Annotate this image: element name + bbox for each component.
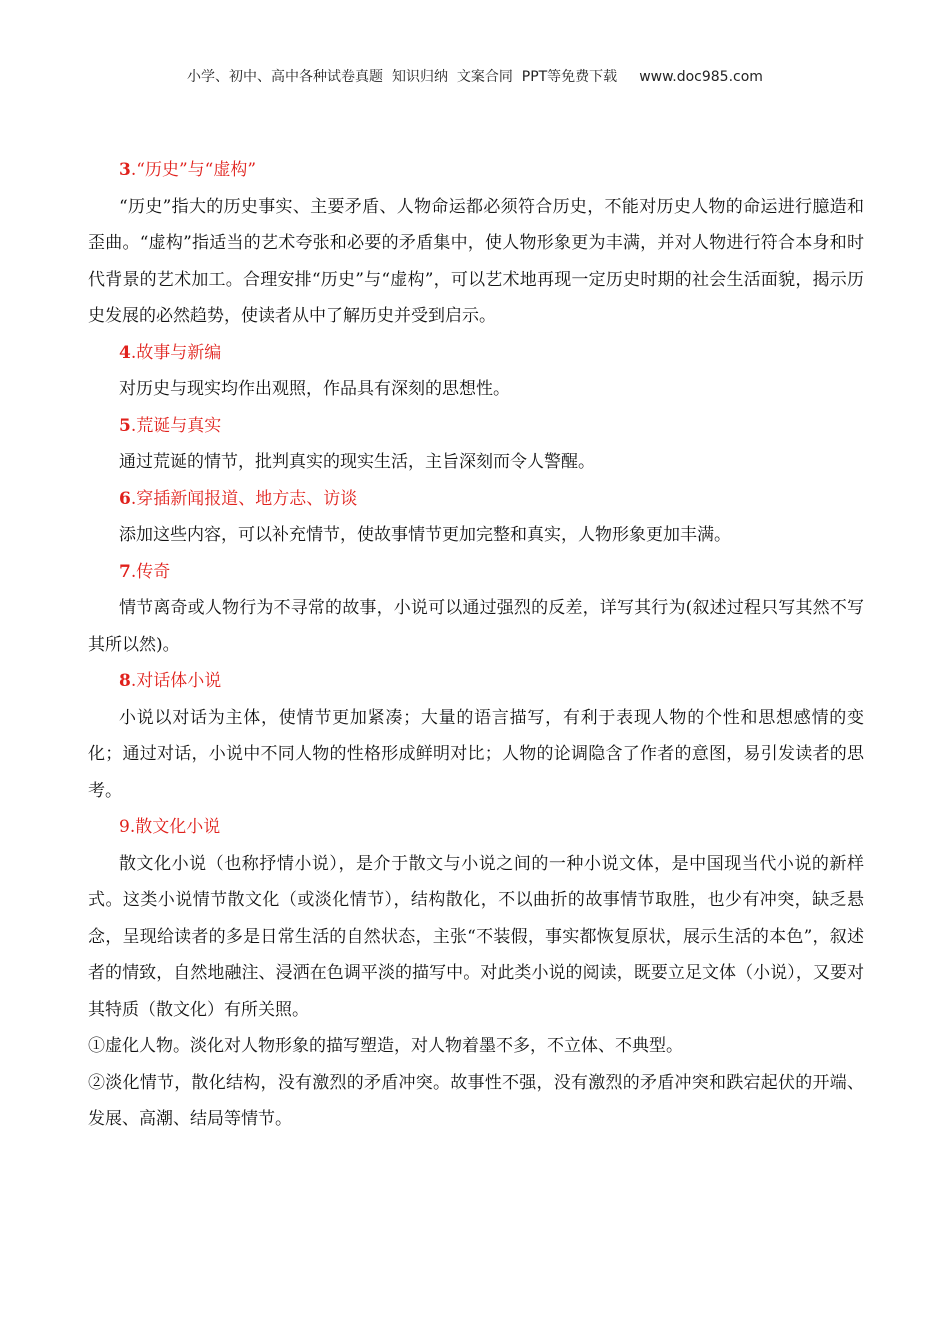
page-header	[0, 66, 950, 86]
section-heading-5	[88, 408, 864, 445]
section-number: 9	[119, 817, 130, 837]
section-heading-3	[88, 152, 864, 189]
section-body-8: 小说以对话为主体，使情节更加紧凑；大量的语言描写，有利于表现人物的个性和思想感情的变化；通过对话，小说中不同人物的性格形成鲜明对比；人物的论调隐含了作者的意图，易引发读者的思考。	[88, 707, 864, 801]
section-title: .传奇	[130, 561, 171, 582]
section-heading-4	[88, 335, 864, 372]
section-heading-9	[88, 809, 864, 846]
section-title: .穿插新闻报道、地方志、访谈	[130, 488, 358, 509]
section-heading-8	[88, 663, 864, 700]
section-body-9: 散文化小说（也称抒情小说），是介于散文与小说之间的一种小说文体，是中国现当代小说的新样式。这类小说情节散文化（或淡化情节），结构散化，不以曲折的故事情节取胜，也少有冲突，缺乏悬念，呈现给读者的多是日常生活的自然状态，主张“不装假，事实都恢复原状，展示生活的本色”，叙述者的情致，自然地融注、浸洒在色调平淡的描写中。对此类小说的阅读，既要立足文体（小说），又要对其特质（散文化）有所关照。	[88, 853, 864, 1020]
section-number: 3	[119, 160, 131, 180]
section-body-5: 通过荒诞的情节，批判真实的现实生活，主旨深刻而令人警醒。	[119, 452, 595, 472]
document-body	[88, 152, 864, 1138]
section-number: 7	[119, 561, 131, 582]
section-body-3: “历史”指大的历史事实、主要矛盾、人物命运都必须符合历史，不能对历史人物的命运进行臆造和歪曲。“虚构”指适当的艺术夸张和必要的矛盾集中，使人物形象更为丰满，并对人物进行符合本身和时代背景的艺术加工。合理安排“历史”与“虚构”，可以艺术地再现一定历史时期的社会生活面貌，揭示历史发展的必然趋势，使读者从中了解历史并受到启示。	[88, 196, 864, 326]
section-body-6: 添加这些内容，可以补充情节，使故事情节更加完整和真实，人物形象更加丰满。	[119, 525, 731, 545]
section-title: .荒诞与真实	[130, 415, 222, 436]
section-body-4: 对历史与现实均作出观照，作品具有深刻的思想性。	[119, 379, 510, 399]
section-title: .“历史”与“虚构”	[130, 160, 257, 180]
point-item-2: ②淡化情节，散化结构，没有激烈的矛盾冲突。故事性不强，没有激烈的矛盾冲突和跌宕起伏的开端、发展、高潮、结局等情节。	[88, 1072, 864, 1129]
section-heading-6	[88, 481, 864, 518]
section-heading-7	[88, 554, 864, 591]
section-title: .散文化小说	[129, 817, 221, 837]
section-body-7: 情节离奇或人物行为不寻常的故事，小说可以通过强烈的反差，详写其行为(叙述过程只写其然不写其所以然)。	[88, 598, 864, 655]
header-url[interactable]: www.doc985.com	[639, 69, 763, 85]
section-title: .故事与新编	[130, 342, 222, 363]
section-number: 4	[119, 342, 131, 363]
section-number: 6	[119, 488, 131, 509]
header-text: 小学、初中、高中各种试卷真题 知识归纳 文案合同 PPT等免费下载	[187, 69, 618, 85]
section-number: 8	[119, 671, 131, 691]
section-title: .对话体小说	[130, 671, 222, 691]
point-item-1: ①虚化人物。淡化对人物形象的描写塑造，对人物着墨不多，不立体、不典型。	[88, 1036, 683, 1056]
section-number: 5	[119, 415, 131, 436]
